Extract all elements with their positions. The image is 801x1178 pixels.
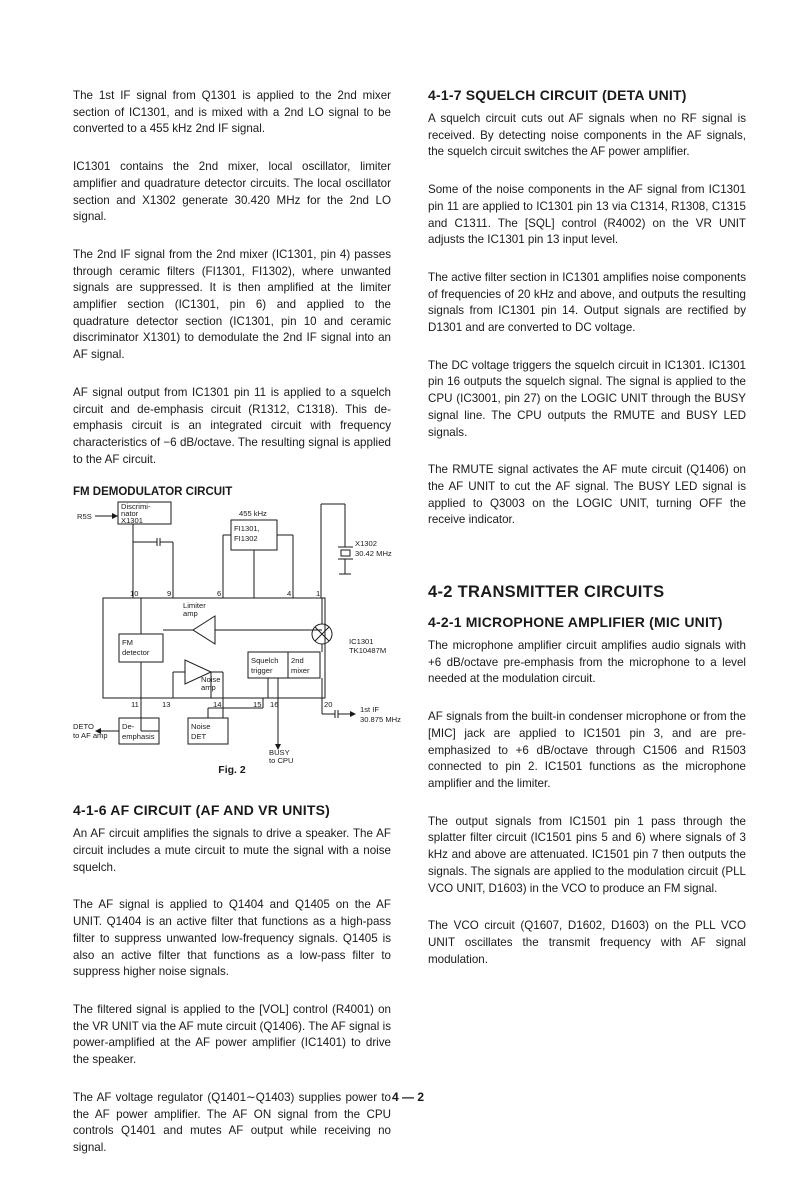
af-paragraph-1: An AF circuit amplifies the signals to drive a speaker. The AF circuit includes a mute circuit to mute the signal with a noise squelch. [73,827,391,874]
section-heading-af-circuit: 4-1-6 AF CIRCUIT (AF AND VR UNITS) [73,802,330,819]
label-455khz: 455 kHz [239,509,267,519]
label-deemph-1: De- [122,722,135,732]
label-pin11: 11 [131,700,139,710]
label-pin10: 10 [130,589,139,599]
label-pin20: 20 [324,700,333,710]
squelch-paragraph-3: The active filter section in IC1301 amplifies noise components of frequencies of 20 kHz and above, and outputs the resulting signals from IC1301 pin 14. Output signals are rectified by D1301 and are converted to DC voltage. [428,270,746,335]
figure-caption: Fig. 2 [218,764,246,777]
label-squelch-1: Squelch [251,656,279,666]
label-fm-detector-2: detector [122,648,150,658]
label-squelch-2: trigger [251,666,273,676]
mic-paragraph-1: The microphone amplifier circuit amplifies audio signals with +6 dB/octave pre-emphasis from the microphone to a level needed at the modulation circuit. [428,639,746,686]
af-paragraph-3: The filtered signal is applied to the [VOL] control (R4001) on the VR UNIT via the AF mute circuit (Q1406). The AF signal is power-amplified at the AF power amplifier (IC1401) to drive the speaker. [73,1002,391,1067]
fm-demodulator-diagram [73,502,401,766]
label-first-if-2: 30.875 MHz [360,715,401,725]
mic-paragraph-3: The output signals from IC1501 pin 1 pass through the splatter filter circuit (IC1501 pins 5 and 6) where signals of 3 kHz and above are attenuated. IC1501 pin 7 then outputs the signals. The signals are applied to the modulation circuit (PLL VCO UNIT, D1603) in the VCO to produce an FM signal. [428,814,746,895]
label-deto-1: DETO [73,722,94,732]
label-noise-det-1: Noise [191,722,211,732]
label-busy-2: to CPU [269,756,294,766]
label-pin6: 6 [217,589,222,599]
label-discriminator-2: nator [121,509,139,519]
left-paragraph-4: AF signal output from IC1301 pin 11 is applied to a squelch circuit and de-emphasis circuit (R1312, C1318). This de-emphasis circuit is an integrated circuit with frequency characteristics of −6 dB/octave. The resulting signal is applied to the AF circuit. [73,385,391,466]
label-deto-2: to AF amp [73,731,108,741]
label-busy-1: BUSY [269,748,290,758]
label-first-if-1: 1st IF [360,705,379,715]
left-paragraph-3: The 2nd IF signal from the 2nd mixer (IC1301, pin 4) passes through ceramic filters (FI1301, FI1302), where unwanted signals are suppressed. It is then amplified at the limiter amplifier section (IC1301, pin 6) and applied to the quadrature detector section (IC1301, pin 10 and ceramic discriminator X1301) to demodulate the 2nd IF signal into an AF signal. [73,247,391,362]
label-noise-det-2: DET [191,732,207,742]
label-pin1: 1 [316,589,321,599]
label-pin9: 9 [167,589,172,599]
label-pin16: 16 [270,700,279,710]
label-mixer-1: 2nd [291,656,304,666]
squelch-paragraph-2: Some of the noise components in the AF signal from IC1301 pin 11 are applied to IC1301 pin 13 via C1314, R1308, C1315 and C1311. The [SQL] control (R4002) on the VR UNIT adjusts the IC1301 pin 13 input level. [428,183,746,247]
right-column [428,88,746,989]
label-fm-detector-1: FM [122,638,133,648]
label-filter-2: FI1302 [234,534,258,544]
label-x1302-freq: 30.42 MHz [355,549,392,559]
label-r5s: R5S [77,512,92,522]
label-mixer-2: mixer [291,666,310,676]
mic-paragraph-2: AF signals from the built-in condenser microphone or from the [MIC] jack are applied to IC1501 pin 3, and are pre-emphasized to +6 dB/octave through C1506 and R1503 connected to pin 2. IC1501 functions as the microphone amplifier and the limiter. [428,710,746,790]
label-noise-amp-2: amp [201,683,216,693]
label-noise-amp-1: Noise [201,675,221,685]
label-pin14: 14 [213,700,222,710]
label-pin13: 13 [162,700,171,710]
section-heading-squelch: 4-1-7 SQUELCH CIRCUIT (DETA UNIT) [428,87,687,103]
label-limiter-1: Limiter [183,601,206,611]
label-ic-2: TK10487M [349,646,387,656]
left-paragraph-2: IC1301 contains the 2nd mixer, local oscillator, limiter amplifier and quadrature detector circuits. The local oscillator section and X1302 generate 30.420 MHz for the 2nd LO signal. [73,160,391,224]
squelch-paragraph-4: The DC voltage triggers the squelch circuit in IC1301. IC1301 pin 16 outputs the squelch signal. The signal is applied to the CPU (IC3001, pin 27) on the LOGIC UNIT through the BUSY signal line. The CPU outputs the RMUTE and BUSY LED signals. [428,358,746,439]
label-limiter-2: amp [183,609,198,619]
section-heading-transmitter: 4-2 TRANSMITTER CIRCUITS [428,583,665,602]
label-x1302: X1302 [355,539,377,549]
af-paragraph-2: The AF signal is applied to Q1404 and Q1405 on the AF UNIT. Q1404 is an active filter that functions as a high-pass filter to suppress unwanted low-frequency signals. Q1405 is also an active filter that functions as a low-pass filter to suppress higher noise signals. [73,898,391,979]
page-number: 4 — 2 [392,1090,425,1104]
squelch-paragraph-5: The RMUTE signal activates the AF mute circuit (Q1406) on the AF UNIT to cut the AF signal. The BUSY LED signal is applied to Q3003 on the LOGIC UNIT, turning OFF the receive indicator. [428,463,746,527]
mic-paragraph-4: The VCO circuit (Q1607, D1602, D1603) on the PLL VCO UNIT oscillates the transmit frequency with AF signal modulation. [428,919,746,966]
left-column [73,88,401,1178]
figure-heading: FM DEMODULATOR CIRCUIT [73,486,233,499]
squelch-paragraph-1: A squelch circuit cuts out AF signals when no RF signal is received. By detecting noise components in the AF signals, the squelch circuit switches the AF power amplifier. [428,112,746,159]
label-deemph-2: emphasis [122,732,155,742]
section-heading-mic-amp: 4-2-1 MICROPHONE AMPLIFIER (MIC UNIT) [428,614,723,631]
label-ic-1: IC1301 [349,637,374,647]
x1302-crystal [341,550,350,556]
label-discriminator-3: X1301 [121,516,143,526]
label-filter-1: FI1301, [234,524,260,534]
left-paragraph-1: The 1st IF signal from Q1301 is applied to the 2nd mixer section of IC1301, and is mixed with a 2nd LO signal to be converted to a 455 kHz 2nd IF signal. [73,89,391,136]
label-pin15: 15 [253,700,262,710]
label-discriminator-1: Discrimi- [121,502,151,512]
af-paragraph-4: The AF voltage regulator (Q1401∼Q1403) supplies power to the AF power amplifier. The AF ON signal from the CPU controls Q1401 and mutes AF output while receiving no signal. [73,1090,391,1154]
label-pin4: 4 [287,589,292,599]
limiter-amp-triangle [193,616,215,644]
